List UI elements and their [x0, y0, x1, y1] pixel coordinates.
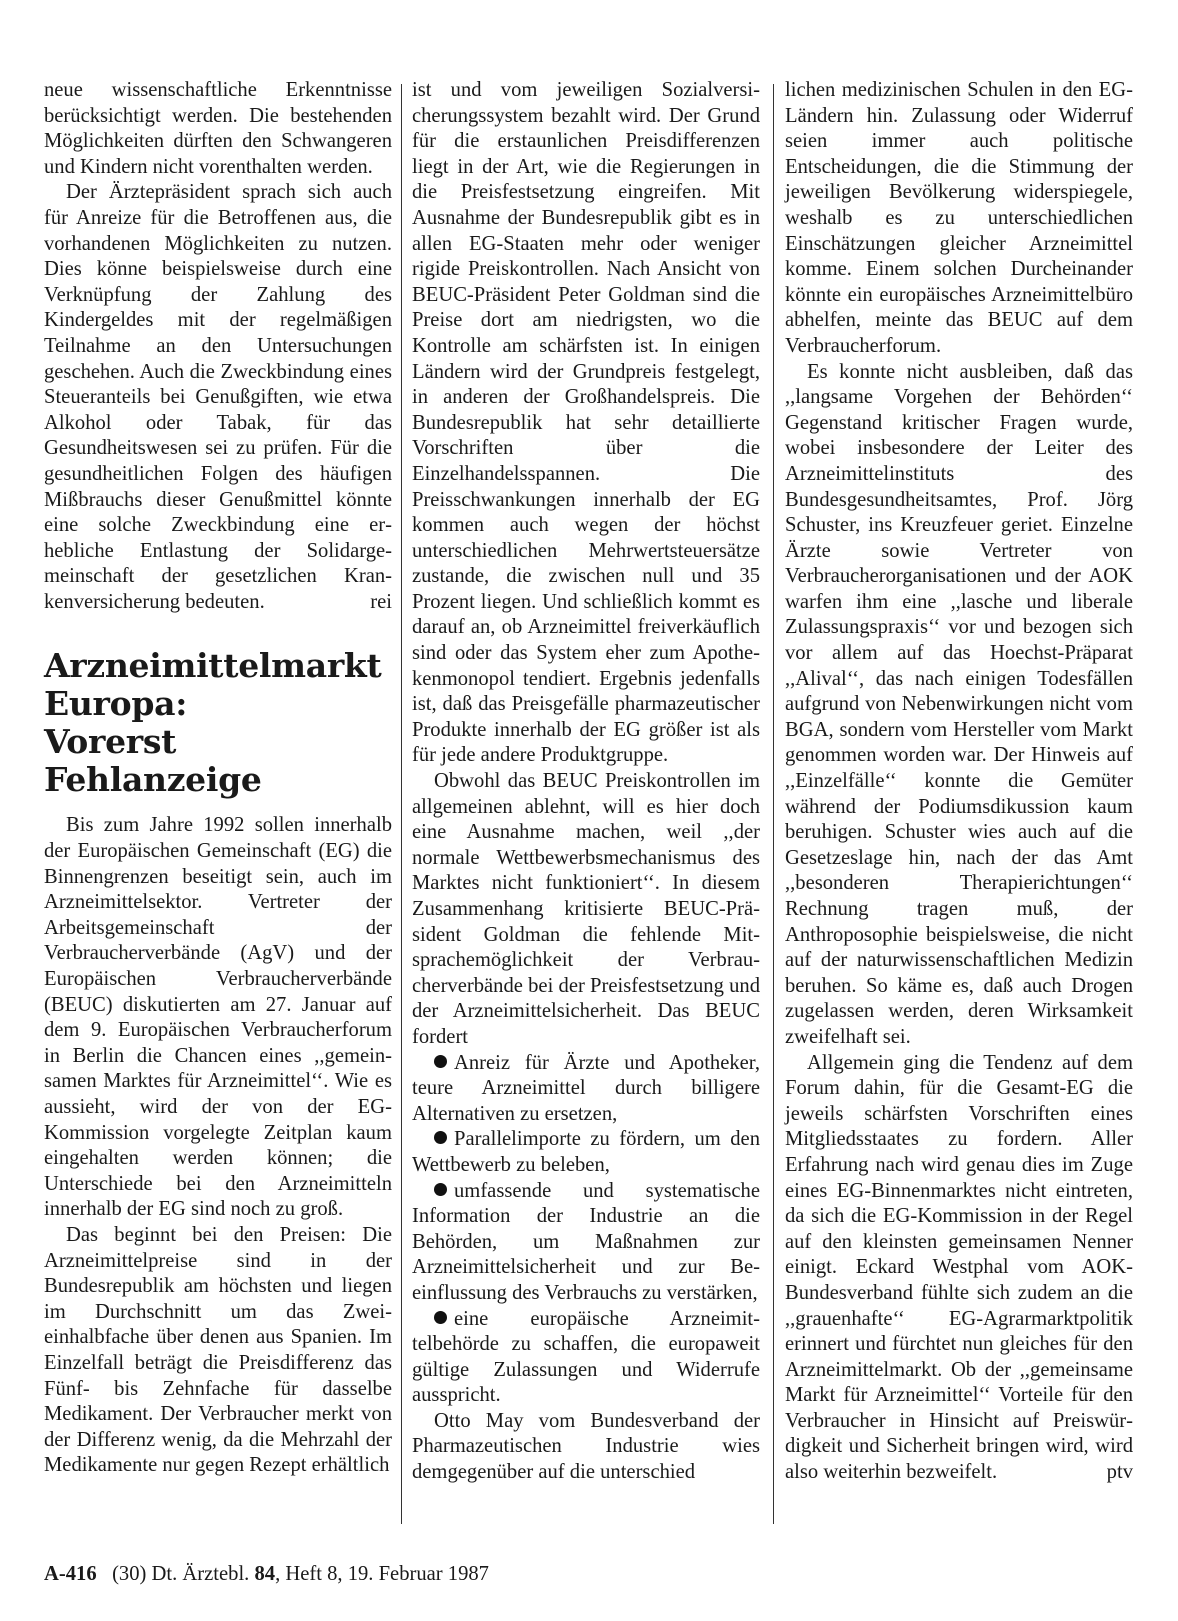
- paragraph: [785, 1051, 1133, 1486]
- issue-date: , Heft 8, 19. Februar 1987: [275, 1563, 489, 1585]
- column-divider: [773, 84, 774, 1524]
- bullet-text: eine europäische Arzneimittelbehörde zu schaffen, die europaweit gültige Zulassungen und Widerrufe ausspricht.: [412, 1307, 760, 1407]
- paragraph: Bis zum Jahre 1992 sollen innerhalb der Europäischen Gemeinschaft (EG) die Binnengrenzen beseitigt sein, auch im Arzneimittelsektor. Vertreter der Arbeitsgemeinschaft der Verbraucherverbände (AgV) und der Europäischen Verbraucherverbände (BEUC) diskutierten am 27. Januar auf dem 9. Europäischen Verbraucherforum in Berlin die Chancen eines ,,gemeinsamen Marktes für Arzneimittel‘‘. Wie es aussieht, wird der von der EG-Kommission vorgelegte Zeitplan kaum eingehalten werden können; die Unterschiede bei den Arzneimitteln innerhalb der EG sind noch zu groß.: [44, 814, 392, 1221]
- paragraph-text: Der Ärztepräsident sprach sich auch für Anreize für die Betroffenen aus, die vorhandenen Möglichkeiten zu nutzen. Dies könne beispielsweise durch eine Verknüpfung der Zahlung des Kindergeldes mit der regelmäßigen Teilnahme an den Untersuchungen geschehen. Auch die Zweckbindung eines Steueranteils bei Genußgiften, wie etwa Alkohol oder Tabak, für das Gesundheitswesen sei zu prüfen. Für die gesundheitlichen Folgen des häufigen Mißbrauchs dieser Genußmittel könnte eine solche Zweckbindung eine erhebliche Entlastung der Solidargemeinschaft der gesetzlichen Krankenversicherung bedeuten.: [44, 181, 392, 613]
- column-divider: [401, 84, 402, 1524]
- column-3: [785, 78, 1133, 1486]
- bullet-text: umfassende und systematische Information der Industrie an die Behörden, um Maßnahmen zur Arzneimittelsicherheit und zur Beeinflussung des Verbrauchs zu verstärken,: [412, 1179, 760, 1304]
- column-1: [44, 78, 392, 1479]
- paragraph: [44, 180, 392, 615]
- paragraph-text: Allgemein ging die Tendenz auf dem Forum dahin, für die Gesamt-EG die jeweils schärfsten Vorschriften eines Mitgliedsstaates zu fordern. Aller Erfahrung nach wird genau dies im Zuge eines EG-Binnenmarktes nicht eintreten, da sich die EG-Kommission in der Regel auf den kleinsten gemeinsamen Nenner einigt. Eckard Westphal vom AOK-Bundesverband fühlte sich zudem an die ,,grauenhafte‘‘ EG-Agrarmarktpolitik erinnert und fürchtet nun gleiches für den Arzneimittelmarkt. Ob der ,,gemeinsame Markt für Arzneimittel‘‘ Vorteile für den Verbraucher in Hinsicht auf Preiswürdigkeit und Sicherheit bringen wird, wird also weiterhin bezweifelt.: [785, 1051, 1133, 1484]
- paragraph: ist und vom jeweiligen Sozialversicherungssystem bezahlt wird. Der Grund für die erstaunlichen Preisdifferenzen liegt in der Art, wie die Regierungen in die Preisfestsetzung eingreifen. Mit Ausnahme der Bundesrepublik gibt es in allen EG-Staaten mehr oder weniger rigide Preiskontrollen. Nach Ansicht von BEUC-Präsident Peter Goldman sind die Preise dort am niedrigsten, wo die Kontrolle am schärfsten ist. In einigen Ländern wird der Grundpreis festgelegt, in anderen der Großhandelspreis. Die Bundesrepublik hat sehr detaillierte Vorschriften über die Einzelhandelsspannen. Die Preisschwankungen innerhalb der EG kommen auch wegen der höchst unterschiedlichen Mehrwertsteuersätze zustande, die zwischen null und 35 Prozent liegen. Und schließlich kommt es darauf an, ob Arzneimittel freiverkäuflich sind oder das System eher zum Apothekenmonopol tendiert. Ergebnis jedenfalls ist, daß das Preisgefälle pharmazeutischer Produkte innerhalb der EG größer ist als für jede andere Produktgruppe.: [412, 79, 760, 767]
- headline-line: Europa:: [44, 684, 188, 724]
- bullet-text: Anreiz für Ärzte und Apotheker, teure Arzneimittel durch billigere Alternativen zu ersetzen,: [412, 1051, 760, 1125]
- paragraph: Das beginnt bei den Preisen: Die Arzneimittelpreise sind in der Bundesrepublik am höchsten und liegen im Durchschnitt um das Zweieinhalbfache über denen aus Spanien. Im Einzelfall beträgt die Preisdifferenz das Fünf- bis Zehnfache für dasselbe Medikament. Der Verbraucher merkt von der Differenz wenig, da die Mehrzahl der Medikamente nur gegen Rezept erhältlich: [44, 1223, 392, 1477]
- journal-citation: (30) Dt. Ärztebl.: [112, 1563, 250, 1585]
- paragraph: neue wissenschaftliche Erkenntnisse berücksichtigt werden. Die bestehenden Möglichkeiten dürften den Schwangeren und Kindern nicht vorenthalten werden.: [44, 79, 392, 178]
- paragraph: Es konnte nicht ausbleiben, daß das ,,langsame Vorgehen der Behörden‘‘ Gegenstand kritischer Fragen wurde, wobei insbesondere der Leiter des Arzneimittelinstituts des Bundesgesundheitsamtes, Prof. Jörg Schuster, ins Kreuzfeuer geriet. Einzelne Ärzte sowie Vertreter von Verbraucherorganisationen und der AOK warfen ihm eine ,,lasche und liberale Zulassungspraxis‘‘ vor und bezogen sich vor allem auf das Hoechst-Präparat ,,Alival‘‘, das nach einigen Todesfällen aufgrund von Nebenwirkungen nicht vom BGA, sondern vom Hersteller vom Markt genommen worden war. Der Hinweis auf ,,Einzelfälle‘‘ konnte die Gemüter während der Podiumsdikussion kaum beruhigen. Schuster wies auch auf die Gesetzeslage hin, nach der das Amt ,,besonderen Therapierichtungen‘‘ Rechnung tragen muß, der Anthroposophie beispielsweise, die nicht auf der naturwissenschaftlichen Medizin beruhen. So käme es, daß auch Drogen zugelassen werden, deren Wirksamkeit zweifelhaft sei.: [785, 360, 1133, 1048]
- headline-line: Vorerst Fehlanzeige: [44, 722, 262, 800]
- bullet-text: Parallelimporte zu fördern, um den Wettbewerb zu beleben,: [412, 1128, 760, 1176]
- page-footer: [44, 1562, 489, 1587]
- bullet-icon: [434, 1131, 447, 1144]
- bullet-item: [412, 1307, 760, 1409]
- bullet-icon: [434, 1055, 447, 1068]
- bullet-icon: [434, 1311, 447, 1324]
- page-number: A-416: [44, 1563, 97, 1585]
- volume-number: 84: [254, 1563, 276, 1585]
- headline-line: Arzneimittelmarkt: [44, 646, 382, 686]
- author-signature: ptv: [1106, 1461, 1133, 1484]
- bullet-item: [412, 1127, 760, 1178]
- bullet-item: [412, 1179, 760, 1307]
- paragraph: lichen medizinischen Schulen in den EG-Ländern hin. Zulassung oder Widerruf seien immer auch politische Entscheidungen, die die Stimmung der jeweiligen Bevölkerung widerspiegele, weshalb es zu unterschiedlichen Einschätzungen gleicher Arzneimittel komme. Einem solchen Durcheinander könnte ein europäisches Arzneimittelbüro abhelfen, meinte das BEUC auf dem Verbraucherforum.: [785, 79, 1133, 357]
- column-2: [412, 78, 760, 1486]
- paragraph: Otto May vom Bundesverband der Pharmazeutischen Industrie wies demgegenüber auf die unterschied: [412, 1409, 760, 1484]
- bullet-icon: [434, 1183, 447, 1196]
- paragraph: Obwohl das BEUC Preiskontrollen im allgemeinen ablehnt, will es hier doch eine Ausnahme machen, weil ,,der normale Wettbewerbsmechanismus des Marktes nicht funktioniert‘‘. In diesem Zusammenhang kritisierte BEUC-Präsident Goldman die fehlende Mitsprachemöglichkeit der Verbraucherverbände bei der Preisfestsetzung und der Arzneimittelsicherheit. Das BEUC fordert: [412, 770, 760, 1048]
- bullet-item: [412, 1051, 760, 1128]
- article-headline: [44, 647, 392, 799]
- author-signature: rei: [370, 590, 392, 613]
